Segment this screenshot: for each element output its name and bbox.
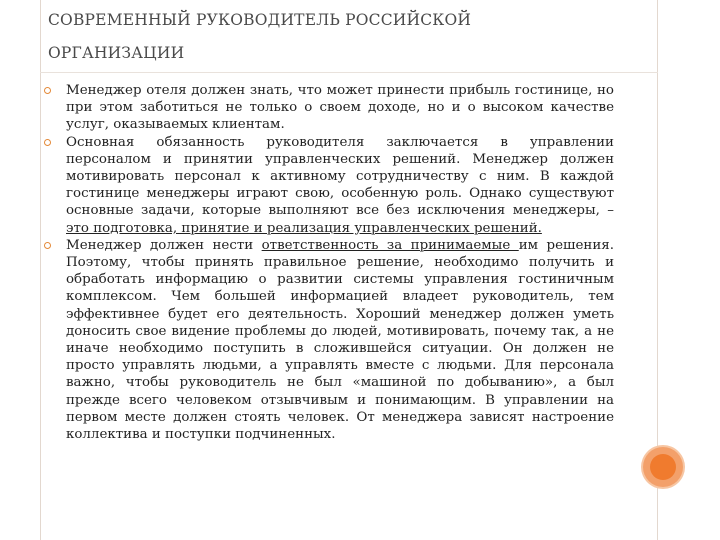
underlined-text: ответственность за принимаемые xyxy=(261,237,519,253)
bullet-list xyxy=(44,82,614,443)
bullet-text xyxy=(66,237,614,443)
underlined-text: это подготовка, принятие и реализация управленческих решений. xyxy=(66,220,542,236)
bullet-text xyxy=(66,134,614,237)
bullet-circle-icon xyxy=(44,87,51,94)
bullet-item xyxy=(44,237,614,443)
slide-title: СОВРЕМЕННЫЙ РУКОВОДИТЕЛЬ РОССИЙСКОЙ ОРГАНИЗАЦИИ xyxy=(48,11,472,62)
bullet-text-part: Основная обязанность руководителя заключается в управлении персоналом и принятии управленческих решений. Менеджер должен мотивировать персонал к активному сотрудничеству с ним. В каждой гостинице менеджеры играют свою, особенную роль. Однако существуют основные задачи, которые выполняют все без исключения менеджеры, – xyxy=(66,134,614,219)
bullet-item xyxy=(44,134,614,237)
bullet-item xyxy=(44,82,614,134)
bullet-text-part: им решения. Поэтому, чтобы принять правильное решение, необходимо получить и обработать информацию о развитии системы управления гостиничным комплексом. Чем большей информацией владеет руководитель, тем эффективнее будет его деятельность. Хороший менеджер должен уметь доносить свое видение проблемы до людей, мотивировать, почему так, а не иначе необходимо поступить в сложившейся ситуации. Он должен не просто управлять людьми, а управлять вместе с людьми. Для персонала важно, чтобы руководитель не был «машиной по добыванию», а был прежде всего человеком отзывчивым и понимающим. В управлении на первом месте должен стоять человек. От менеджера зависят настроение коллектива и поступки подчиненных. xyxy=(66,237,614,443)
decorative-circle-inner-icon xyxy=(650,454,676,480)
bullet-text-part: Менеджер должен нести xyxy=(66,237,262,253)
bullet-circle-icon xyxy=(44,139,51,146)
title-divider xyxy=(40,72,658,73)
bullet-circle-icon xyxy=(44,242,51,249)
bullet-text: Менеджер отеля должен знать, что может принести прибыль гостинице, но при этом заботиться не только о своем доходе, но и о высоком качестве услуг, оказываемых клиентам. xyxy=(66,83,614,133)
